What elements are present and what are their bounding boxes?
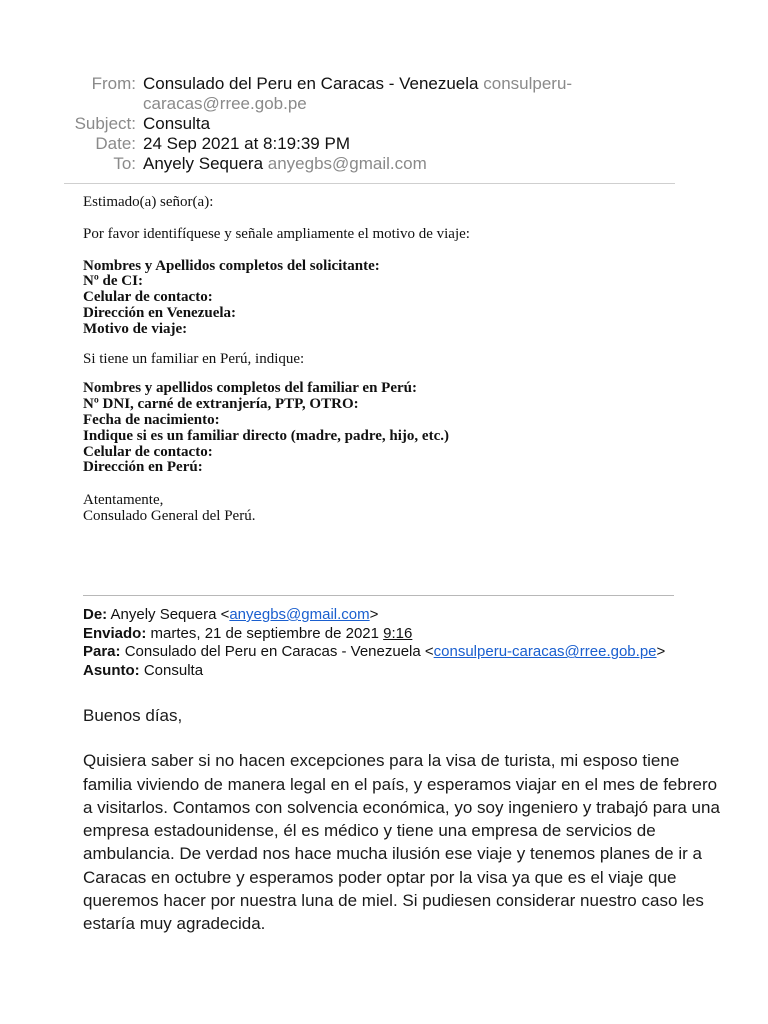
reply-body xyxy=(83,195,703,525)
quoted-from-email-link[interactable]: anyegbs@gmail.com xyxy=(229,606,370,623)
to-label: To: xyxy=(113,154,136,173)
quoted-from-label: De: xyxy=(83,606,108,623)
quoted-subject: Consulta xyxy=(143,661,204,679)
reply-greeting: Estimado(a) señor(a): xyxy=(83,194,214,210)
family-intro: Si tiene un familiar en Perú, indique: xyxy=(83,350,305,367)
from-email-continued[interactable]: caracas@rree.gob.pe xyxy=(143,94,307,113)
field-family-relation: Indique si es un familiar directo (madre, padre, hijo, etc.) xyxy=(83,427,449,444)
subject-row xyxy=(0,114,768,134)
field-family-dni: Nº DNI, carné de extranjería, PTP, OTRO: xyxy=(83,396,359,413)
date-label: Date: xyxy=(95,134,136,153)
field-travel-reason: Motivo de viaje: xyxy=(83,320,188,337)
from-row-continued xyxy=(0,94,768,114)
field-family-name: Nombres y apellidos completos del familiar en Perú: xyxy=(83,380,417,397)
quoted-sent-label: Enviado: xyxy=(83,624,147,642)
quoted-from-name: Anyely Sequera < xyxy=(110,606,230,623)
quoted-to-email-link[interactable]: consulperu-caracas@rree.gob.pe xyxy=(433,643,657,661)
reply-intro: Por favor identifíquese y señale ampliamente el motivo de viaje: xyxy=(83,225,470,242)
date-row xyxy=(0,134,768,154)
quoted-to-row xyxy=(83,643,723,662)
quoted-to-end: > xyxy=(656,643,666,661)
to-row xyxy=(0,154,768,174)
original-message xyxy=(83,704,723,936)
quoted-from-end: > xyxy=(369,606,379,623)
quoted-sent-row xyxy=(83,625,723,644)
from-name: Consulado del Peru en Caracas - Venezuela xyxy=(143,74,479,93)
to-email[interactable]: anyegbs@gmail.com xyxy=(267,154,427,173)
quoted-to-name: Consulado del Peru en Caracas - Venezuela < xyxy=(124,643,434,661)
from-email[interactable]: consulperu- xyxy=(483,74,573,93)
quoted-subject-row xyxy=(83,662,723,681)
quoted-sent-time[interactable]: 9:16 xyxy=(383,624,413,642)
header-divider xyxy=(64,183,675,184)
original-paragraph: Quisiera saber si no hacen excepciones para la visa de turista, mi esposo tiene familia viviendo de manera legal en el país, y esperamos viajar en el mes de febrero a visitarlos. Contamos con solvencia económica, yo soy ingeniero y trabajó para una empresa estadounidense, él es médico y tiene una empresa de servicios de ambulancia. De verdad nos hace mucha ilusión ese viaje y tenemos planes de ir a Caracas en octubre y esperamos poder optar por la visa ya que es el viaje que queremos hacer por nuestra luna de miel. Si pudiesen considerar nuestro caso les estaría muy agradecida. xyxy=(83,751,720,934)
field-applicant-name: Nombres y Apellidos completos del solicitante: xyxy=(83,257,380,274)
field-family-phone: Celular de contacto: xyxy=(83,443,213,460)
email-header xyxy=(0,74,768,174)
reply-signature: Consulado General del Perú. xyxy=(83,507,256,524)
reply-closing: Atentamente, xyxy=(83,492,164,509)
quoted-header xyxy=(83,606,723,680)
family-fields xyxy=(83,381,703,476)
field-address-venezuela: Dirección en Venezuela: xyxy=(83,304,237,321)
from-label: From: xyxy=(91,74,136,93)
field-family-address: Dirección en Perú: xyxy=(83,459,203,476)
field-phone: Celular de contacto: xyxy=(83,289,213,306)
quote-divider xyxy=(83,595,674,596)
quoted-sent-date: martes, 21 de septiembre de 2021 xyxy=(150,624,384,642)
from-row xyxy=(0,74,768,94)
date-value: 24 Sep 2021 at 8:19:39 PM xyxy=(143,134,350,153)
field-ci: Nº de CI: xyxy=(83,273,143,290)
applicant-fields xyxy=(83,259,703,338)
to-name: Anyely Sequera xyxy=(143,154,264,173)
quoted-to-label: Para: xyxy=(83,643,121,661)
quoted-subject-label: Asunto: xyxy=(83,661,140,679)
quoted-from-row xyxy=(83,606,723,625)
field-family-birthdate: Fecha de nacimiento: xyxy=(83,411,220,428)
subject-value: Consulta xyxy=(143,114,211,133)
subject-label: Subject: xyxy=(74,114,136,133)
original-greeting: Buenos días, xyxy=(83,706,183,725)
